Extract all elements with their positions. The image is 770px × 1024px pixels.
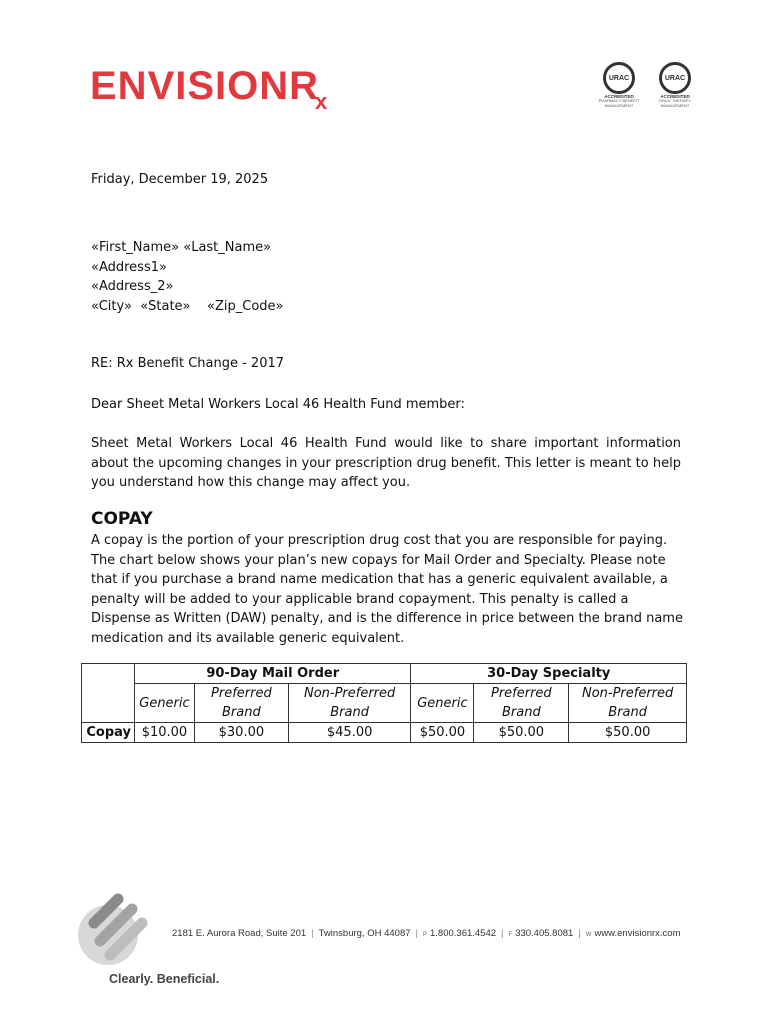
footer-city: Twinsburg, OH 44087 (318, 928, 411, 939)
column-header: Non-Preferred Brand (569, 684, 687, 723)
urac-pbm-seal: URAC ACCREDITED PHARMACY BENEFIT MANAGEMENT (596, 62, 642, 108)
mail-order-header: 90-Day Mail Order (134, 664, 410, 684)
table-subheader-row (82, 684, 687, 723)
accreditation-seals (596, 62, 698, 108)
row-label: Copay (82, 723, 135, 743)
table-cell: $30.00 (194, 723, 288, 743)
footer-stripes-graphic (74, 893, 154, 974)
footer-tagline: Clearly. Beneficial. (109, 972, 220, 986)
specialty-header: 30-Day Specialty (411, 664, 687, 684)
table-corner-cell (82, 664, 135, 723)
address-line: «City» «State» «Zip_Code» (91, 298, 284, 314)
intro-paragraph: Sheet Metal Workers Local 46 Health Fund would like to share important information about the upcoming changes in your prescription drug benefit. This letter is meant to help you understand how this change may affect you. (91, 436, 681, 490)
footer-contact: 2181 E. Aurora Road, Suite 201 | Twinsburg, OH 44087 | P 1.800.361.4542 | F 330.405.8081 | W www.envisionrx.com (172, 928, 681, 939)
address-line: «Address1» (91, 259, 167, 275)
re-line: RE: Rx Benefit Change - 2017 (91, 356, 285, 371)
footer-website-link[interactable]: www.envisionrx.com (594, 928, 681, 939)
footer-address: 2181 E. Aurora Road, Suite 201 (172, 928, 307, 939)
column-header: Generic (134, 684, 194, 723)
salutation: Dear Sheet Metal Workers Local 46 Health Fund member: (91, 397, 465, 412)
seal-emblem-icon: URAC (659, 62, 691, 94)
address-line: «Address_2» (91, 279, 174, 294)
copay-table (81, 663, 687, 743)
table-cell: $45.00 (288, 723, 411, 743)
recipient-address (91, 238, 681, 316)
letter-date: Friday, December 19, 2025 (91, 172, 269, 187)
column-header: Non-Preferred Brand (288, 684, 411, 723)
table-row (82, 723, 687, 743)
seal-emblem-icon: URAC (603, 62, 635, 94)
column-header: Generic (411, 684, 474, 723)
table-cell: $50.00 (411, 723, 474, 743)
table-cell: $50.00 (569, 723, 687, 743)
table-cell: $50.00 (474, 723, 569, 743)
logo-text: ENVISION (90, 64, 290, 108)
footer-phone: 1.800.361.4542 (430, 928, 497, 939)
section-heading: COPAY (91, 509, 153, 529)
table-header-row (82, 664, 687, 684)
footer-fax: 330.405.8081 (515, 928, 574, 939)
column-header: Preferred Brand (194, 684, 288, 723)
envisionrx-logo (90, 66, 324, 113)
urac-dtm-seal: URAC ACCREDITED DRUG THERAPY MANAGEMENT (652, 62, 698, 108)
column-header: Preferred Brand (474, 684, 569, 723)
table-cell: $10.00 (134, 723, 194, 743)
logo-rx-mark: $R_x$ (289, 64, 325, 114)
address-line: «First_Name» «Last_Name» (91, 240, 272, 255)
copay-paragraph: A copay is the portion of your prescription drug cost that you are responsible for paying. The chart below shows your plan’s new copays for Mail Order and Specialty. Please note that if you purchase a brand name medication that has a generic equivalent available, a penalty will be added to your applicable brand copayment. This penalty is called a Dispense as Written (DAW) penalty, and is the difference in price between the brand name medication and its available generic equivalent. (91, 533, 683, 646)
